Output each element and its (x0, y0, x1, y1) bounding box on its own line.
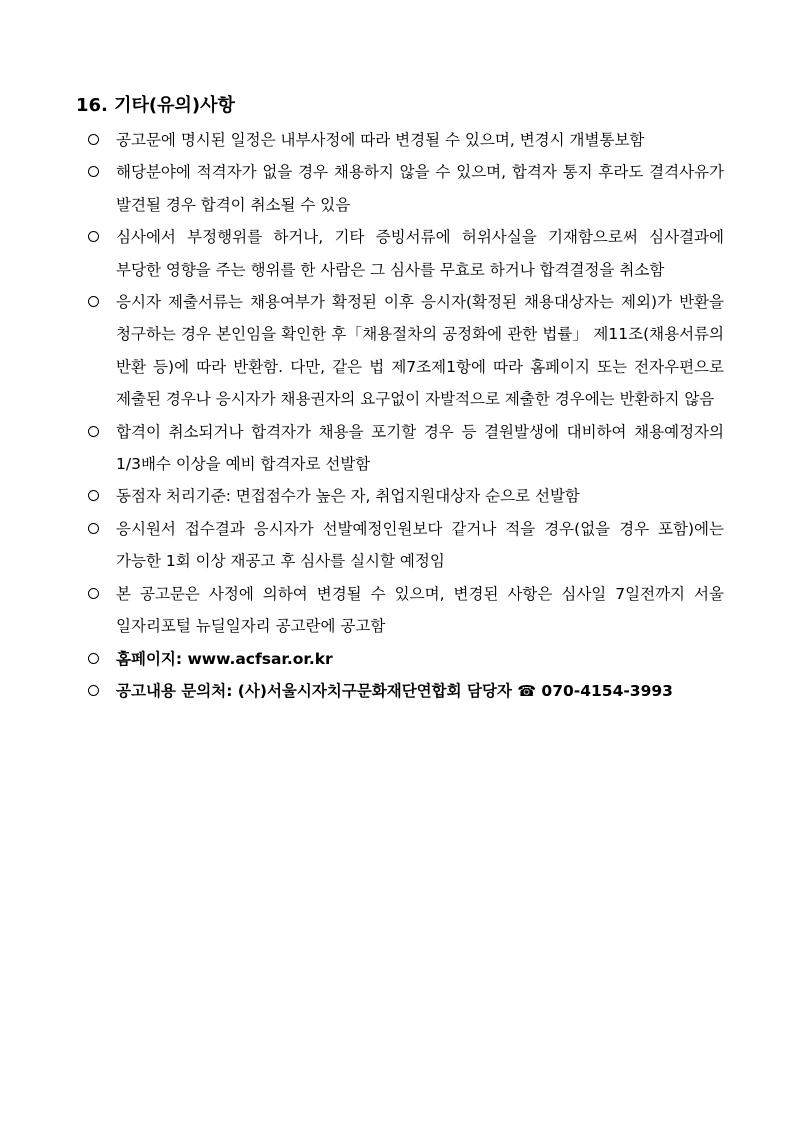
list-item (88, 416, 724, 481)
list-item (88, 513, 724, 578)
circle-bullet-icon (88, 490, 99, 501)
homepage-item (88, 643, 724, 675)
contact-phone: 070-4154-3993 (541, 681, 673, 700)
list-item (88, 124, 724, 156)
circle-bullet-icon (88, 166, 99, 177)
item-text: 공고문에 명시된 일정은 내부사정에 따라 변경될 수 있으며, 변경시 개별통보함 (116, 131, 645, 149)
contact-text: 공고내용 문의처: (사)서울시자치구문화재단연합회 담당자 (116, 681, 512, 700)
circle-bullet-icon (88, 426, 99, 437)
notice-list (88, 124, 724, 707)
phone-icon: ☎ (517, 681, 537, 700)
item-text: 본 공고문은 사정에 의하여 변경될 수 있으며, 변경된 사항은 심사일 7일전까지 서울 일자리포털 뉴딜일자리 공고란에 공고함 (116, 584, 724, 636)
circle-bullet-icon (88, 685, 99, 696)
list-item (88, 480, 724, 512)
item-text: 동점자 처리기준: 면접점수가 높은 자, 취업지원대상자 순으로 선발함 (116, 487, 580, 506)
item-text: 응시자 제출서류는 채용여부가 확정된 이후 응시자(확정된 채용대상자는 제외)가 반환을 청구하는 경우 본인임을 확인한 후「채용절차의 공정화에 관한 법률」 제11조(채용서류의 반환 등)에 따라 반환함. 다만, 같은 법 제7조제1항에 따라 홈페이지 또는 전자우편으로 제출된 경우나 응시자가 채용권자의 요구없이 자발적으로 제출한 경우에는 반환하지 않음 (116, 293, 724, 409)
list-item (88, 221, 724, 286)
contact-item (88, 675, 724, 707)
circle-bullet-icon (88, 134, 99, 145)
circle-bullet-icon (88, 296, 99, 307)
list-item (88, 286, 724, 416)
list-item (88, 578, 724, 643)
circle-bullet-icon (88, 231, 99, 242)
circle-bullet-icon (88, 588, 99, 599)
item-text: 해당분야에 적격자가 없을 경우 채용하지 않을 수 있으며, 합격자 통지 후라도 결격사유가 발견될 경우 합격이 취소될 수 있음 (116, 163, 724, 214)
item-text: 합격이 취소되거나 합격자가 채용을 포기할 경우 등 결원발생에 대비하여 채용예정자의 1/3배수 이상을 예비 합격자로 선발함 (116, 422, 724, 474)
list-item (88, 156, 724, 221)
circle-bullet-icon (88, 653, 99, 664)
section-title: 16. 기타(유의)사항 (76, 95, 235, 116)
circle-bullet-icon (88, 523, 99, 534)
item-text: 응시원서 접수결과 응시자가 선발예정인원보다 같거나 적을 경우(없을 경우 포함)에는 가능한 1회 이상 재공고 후 심사를 실시할 예정임 (116, 519, 724, 571)
item-text: 심사에서 부정행위를 하거나, 기타 증빙서류에 허위사실을 기재함으로써 심사결과에 부당한 영향을 주는 행위를 한 사람은 그 심사를 무효로 하거나 합격결정을 취소함 (116, 228, 724, 279)
homepage-text: 홈페이지: www.acfsar.or.kr (116, 649, 333, 668)
